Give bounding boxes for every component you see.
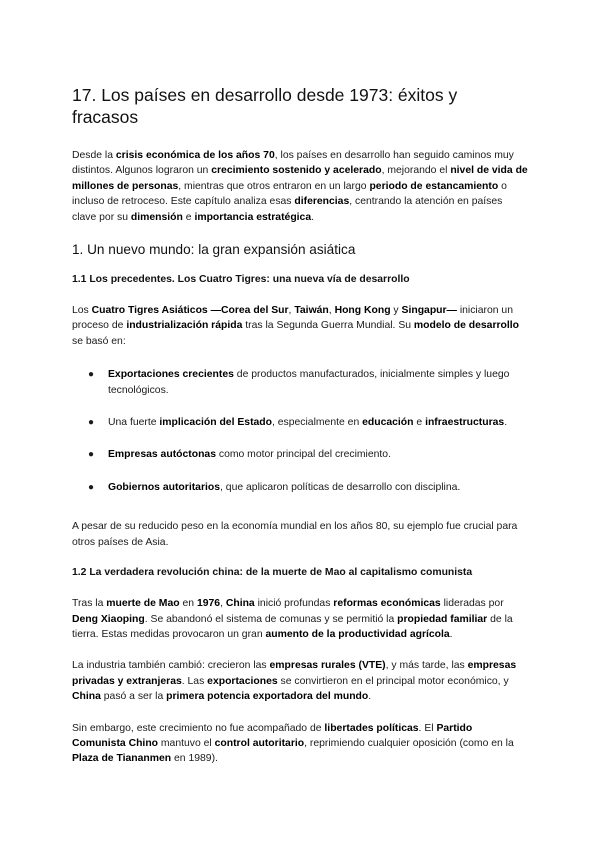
intro-paragraph: Desde la crisis económica de los años 70, los países en desarrollo han seguido caminos muy distintos. Algunos lograron un crecimiento sostenido y acelerado, mejorando el nivel de vida de millones de personas, mientras que otros entraron en un largo periodo de estancamiento o incluso de retroceso. Este capítulo analiza esas diferencias, centrando la atención en países clave por su dimensión e importancia estratégica. [72,150,528,223]
bold-term: empresas rurales (VTE) [269,660,386,672]
bold-term: libertades políticas [324,722,419,734]
bold-term: Exportaciones crecientes [108,369,234,381]
list-item-text: Exportaciones crecientes de productos manufacturados, inicialmente simples y luego tecnológicos. [108,369,510,396]
china-reforms-paragraph: Tras la muerte de Mao en 1976, China inició profundas reformas económicas lideradas por Deng Xiaoping. Se abandonó el sistema de comunas y se permitió la propiedad familiar de la tierra. Estas medidas provocaron un gran aumento de la productividad agrícola. [72,598,513,640]
bold-term: Singapur— [401,305,457,317]
bold-term: Deng Xiaoping [72,613,145,625]
bold-term: exportaciones [207,675,278,687]
bold-term: 1976 [196,598,221,610]
bullet-icon: ● [88,449,95,461]
bold-term: periodo de estancamiento [369,180,499,192]
bold-term: dimensión [130,211,183,223]
development-model-list [72,367,528,495]
bold-term: aumento de la productividad agrícola [265,628,450,640]
china-politics-paragraph: Sin embargo, este crecimiento no fue acompañado de libertades políticas. El Partido Comunista Chino mantuvo el control autoritario, reprimiendo cualquier oposición (como en la Plaza de Tiananmen en 1989). [72,722,514,765]
subsection-heading: 1.2 La verdadera revolución china: de la muerte de Mao al capitalismo comunista [72,567,473,579]
list-item-text: Gobiernos autoritarios, que aplicaron políticas de desarrollo con disciplina. [108,481,461,493]
tigers-paragraph: Los Cuatro Tigres Asiáticos —Corea del Sur, Taiwán, Hong Kong y Singapur— iniciaron un proceso de industrialización rápida tras la Segunda Guerra Mundial. Su modelo de desarrollo se basó en: [72,305,520,347]
list-item [72,415,528,430]
bold-term: empresas privadas y extranjeras [72,660,517,687]
bold-term: crisis económica de los años 70 [115,150,275,161]
bold-term: Plaza de Tiananmen [72,753,172,765]
subsection-heading: 1.1 Los precedentes. Los Cuatro Tigres: una nueva vía de desarrollo [72,274,410,286]
bullet-icon: ● [88,369,95,381]
bold-term: Taiwán [294,305,329,317]
bold-term: China [225,598,255,610]
bold-term: propiedad familiar [397,613,488,625]
bold-term: Empresas autóctonas [108,449,216,461]
bold-term: Gobiernos autoritarios [108,481,221,493]
bold-term: crecimiento sostenido y acelerado [211,165,382,177]
bold-term: control autoritario [214,737,305,749]
bold-term: importancia estratégica [194,211,312,223]
tigers-conclusion-paragraph: A pesar de su reducido peso en la economía mundial en los años 80, su ejemplo fue crucial para otros países de Asia. [72,521,518,548]
bold-term: Cuatro Tigres Asiáticos —Corea del Sur [91,305,289,317]
bold-term: educación [362,417,414,429]
bold-term: Partido Comunista Chino [72,722,473,749]
bold-term: industrialización rápida [126,320,243,332]
list-item [72,367,528,398]
bullet-icon: ● [88,481,95,493]
bold-term: nivel de vida de millones de personas [72,165,528,192]
list-item [72,480,528,495]
bold-term: reformas económicas [333,598,441,610]
bold-term: modelo de desarrollo [413,320,520,332]
list-item-text: Una fuerte implicación del Estado, especialmente en educación e infraestructuras. [108,417,508,429]
bullet-icon: ● [88,417,95,429]
bold-term: China [72,691,101,703]
list-item [72,447,528,462]
page-title: 17. Los países en desarrollo desde 1973: éxitos y fracasos [72,85,458,127]
bold-term: muerte de Mao [106,598,180,610]
bold-term: infraestructuras [425,417,505,429]
bold-term: implicación del Estado [159,417,272,429]
bold-term: diferencias [294,196,350,208]
bold-term: Hong Kong [334,305,391,317]
bold-term: primera potencia exportadora del mundo [166,691,369,703]
list-item-text: Empresas autóctonas como motor principal del crecimiento. [108,449,391,461]
section-heading: 1. Un nuevo mundo: la gran expansión asiática [72,242,356,258]
china-industry-paragraph: La industria también cambió: crecieron las empresas rurales (VTE), y más tarde, las empresas privadas y extranjeras. Las exportaciones se convirtieron en el principal motor económico, y China pasó a ser la primera potencia exportadora del mundo. [72,660,517,703]
